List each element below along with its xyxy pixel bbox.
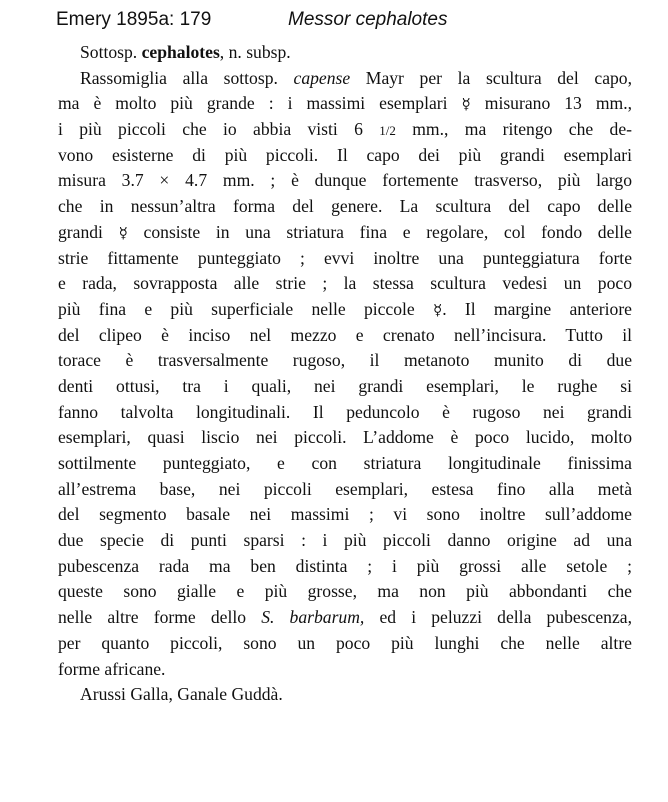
- text-line: grandi ☿ consiste in una striatura fina e regolare, col fondo delle: [58, 221, 632, 242]
- text-line: sottilmente punteggiato, e con striatura longitudinale finissima: [58, 453, 632, 473]
- text-line: nelle altre forme dello S. barbarum, ed i peluzzi della pubescenza,: [58, 607, 632, 628]
- text-line: del segmento basale nei massimi ; vi sono inoltre sull’addome: [58, 504, 632, 525]
- text-line: esemplari, quasi liscio nei piccoli. L’addome è poco lucido, molto: [58, 427, 632, 448]
- text-line: ma è molto più grande : i massimi esemplari ☿ misurano 13 mm.,: [58, 93, 633, 114]
- text-line: strie fittamente punteggiato ; evvi inoltre una punteggiatura forte: [58, 247, 632, 268]
- text-line: per quanto piccoli, sono un poco più lunghi che nelle altre: [58, 632, 632, 653]
- text-line: all’estrema base, nei piccoli esemplari, estesa fino alla metà: [58, 478, 632, 499]
- text-line: più fina e più superficiale nelle piccole ☿. Il margine anteriore: [58, 298, 632, 319]
- worker-symbol-icon: ☿: [433, 300, 443, 319]
- document-body: [58, 40, 632, 708]
- subspecies-heading: Sottosp. cephalotes, n. subsp.: [80, 42, 291, 62]
- page-header: [56, 9, 656, 35]
- locality-line: Arussi Galla, Ganale Guddà.: [80, 684, 283, 705]
- reference-citation: Emery 1895a: 179: [56, 9, 212, 30]
- text-line: misura 3.7 × 4.7 mm. ; è dunque fortemente trasverso, più largo: [58, 170, 632, 191]
- text-line: vono esisterne di più piccoli. Il capo dei più grandi esemplari: [58, 144, 632, 165]
- text-line: due specie di punti sparsi : i più piccoli danno origine ad una: [58, 530, 632, 551]
- text-line: pubescenza rada ma ben distinta ; i più grossi alle setole ;: [58, 555, 632, 576]
- text-line: i più piccoli che io abbia visti 6 1/2 mm., ma ritengo che de-: [58, 119, 632, 140]
- worker-symbol-icon: ☿: [461, 95, 471, 114]
- worker-symbol-icon: ☿: [118, 223, 128, 242]
- text-line: Rassomiglia alla sottosp. capense Mayr per la scultura del capo,: [80, 67, 632, 88]
- text-line: e rada, sovrapposta alle strie ; la stessa scultura vedesi un poco: [58, 273, 632, 294]
- text-line: che in nessun’altra forma del genere. La scultura del capo delle: [58, 196, 632, 217]
- text-line: fanno talvolta longitudinali. Il peduncolo è rugoso nei grandi: [58, 401, 632, 422]
- text-line: denti ottusi, tra i quali, nei grandi esemplari, le rughe si: [58, 375, 632, 396]
- text-line: torace è trasversalmente rugoso, il metanoto munito di due: [58, 350, 632, 371]
- taxon-name: Messor cephalotes: [288, 9, 448, 30]
- text-line: forme africane.: [58, 658, 166, 679]
- text-line: del clipeo è inciso nel mezzo e crenato nell’incisura. Tutto il: [58, 324, 632, 345]
- text-line: queste sono gialle e più grosse, ma non più abbondanti che: [58, 581, 632, 602]
